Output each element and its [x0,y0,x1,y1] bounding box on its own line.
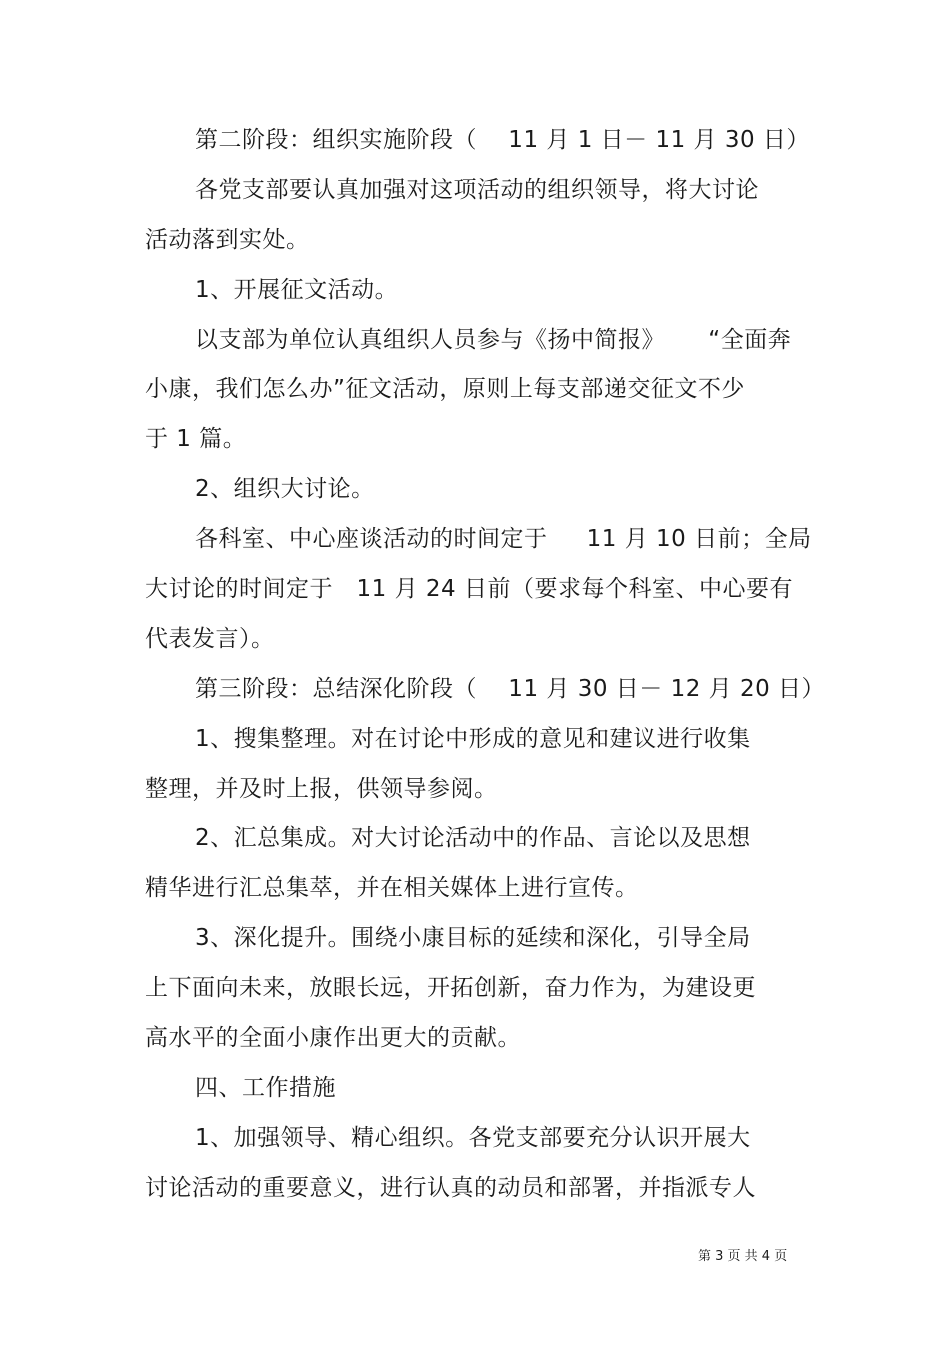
paragraph-line: 各科室、中心座谈活动的时间定于 11 月 10 日前；全局 [195,526,812,552]
page-number-footer: 第 3 页 共 4 页 [698,1249,788,1264]
paragraph-line: 于 1 篇。 [145,426,247,452]
paragraph-line: 2、汇总集成。对大讨论活动中的作品、言论以及思想 [195,825,751,851]
list-item-heading: 2、组织大讨论。 [195,476,375,502]
paragraph-line: 以支部为单位认真组织人员参与《扬中简报》 “全面奔 [195,327,792,353]
paragraph-line: 整理，并及时上报，供领导参阅。 [145,776,498,802]
paragraph-line: 精华进行汇总集萃，并在相关媒体上进行宣传。 [145,875,639,901]
paragraph-line: 活动落到实处。 [145,227,310,253]
paragraph-line: 讨论活动的重要意义，进行认真的动员和部署，并指派专人 [145,1175,756,1201]
paragraph-line: 1、搜集整理。对在讨论中形成的意见和建议进行收集 [195,726,751,752]
paragraph-line: 小康，我们怎么办”征文活动，原则上每支部递交征文不少 [145,376,745,402]
paragraph-line: 上下面向未来，放眼长远，开拓创新，奋力作为，为建设更 [145,975,756,1001]
list-item-heading: 1、开展征文活动。 [195,277,399,303]
stage-three-heading: 第三阶段：总结深化阶段（ 11 月 30 日－ 12 月 20 日） [195,676,826,702]
paragraph-line: 大讨论的时间定于 11 月 24 日前（要求每个科室、中心要有 [145,576,793,602]
section-four-heading: 四、工作措施 [195,1075,336,1101]
paragraph-line: 代表发言）。 [145,626,275,652]
paragraph-line: 高水平的全面小康作出更大的贡献。 [145,1025,521,1051]
paragraph-line: 1、加强领导、精心组织。各党支部要充分认识开展大 [195,1125,751,1151]
paragraph-line: 3、深化提升。围绕小康目标的延续和深化，引导全局 [195,925,751,951]
stage-two-heading: 第二阶段：组织实施阶段（ 11 月 1 日－ 11 月 30 日） [195,127,810,153]
paragraph-line: 各党支部要认真加强对这项活动的组织领导，将大讨论 [195,177,759,203]
